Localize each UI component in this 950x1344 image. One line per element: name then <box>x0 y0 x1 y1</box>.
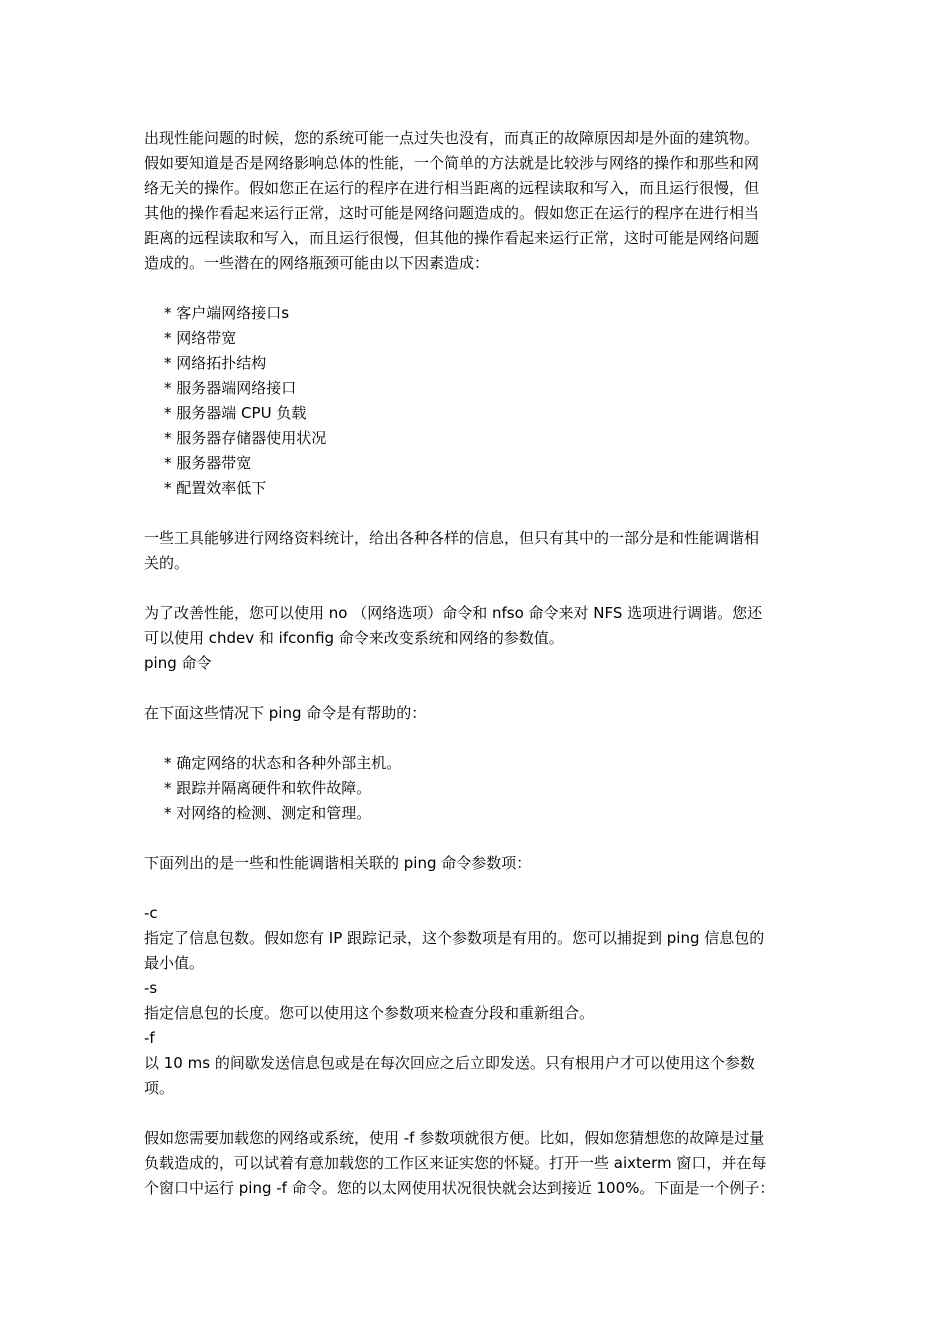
tuning-line: 可以使用 chdev 和 ifconfig 命令来改变系统和网络的参数值。 <box>144 629 564 647</box>
tools-paragraph <box>144 526 812 576</box>
intro-line: 络无关的操作。假如您正在运行的程序在进行相当距离的远程读取和写入，而且运行很慢，但 <box>144 179 760 197</box>
param-flag: -c <box>144 904 158 922</box>
param-s <box>144 976 812 1026</box>
flood-line: 假如您需要加载您的网络或系统，使用 -f 参数项就很方便。比如，假如您猜想您的故障是过量 <box>144 1129 765 1147</box>
bottleneck-item: * 网络拓扑结构 <box>144 351 812 376</box>
ping-use-item: * 确定网络的状态和各种外部主机。 <box>144 751 812 776</box>
tools-line: 关的。 <box>144 554 190 572</box>
tuning-line: 为了改善性能，您可以使用 no （网络选项）命令和 nfso 命令来对 NFS 选项进行调谐。您还 <box>144 604 763 622</box>
ping-heading: ping 命令 <box>144 654 212 672</box>
intro-line: 其他的操作看起来运行正常，这时可能是网络问题造成的。假如您正在运行的程序在进行相当 <box>144 204 760 222</box>
bottleneck-item: * 服务器端 CPU 负载 <box>144 401 812 426</box>
intro-line: 造成的。一些潜在的网络瓶颈可能由以下因素造成： <box>144 254 490 272</box>
bottleneck-item: * 配置效率低下 <box>144 476 812 501</box>
flood-paragraph <box>144 1126 812 1201</box>
bottleneck-item: * 服务器存储器使用状况 <box>144 426 812 451</box>
document-body <box>144 126 812 1201</box>
param-description-line: 指定了信息包数。假如您有 IP 跟踪记录，这个参数项是有用的。您可以捕捉到 ping 信息包的 <box>144 929 765 947</box>
bottleneck-item: * 网络带宽 <box>144 326 812 351</box>
param-description-line: 最小值。 <box>144 954 205 972</box>
spacer <box>144 726 812 751</box>
intro-line: 假如要知道是否是网络影响总体的性能，一个简单的方法就是比较涉与网络的操作和那些和网 <box>144 154 760 172</box>
bottleneck-item: * 服务器带宽 <box>144 451 812 476</box>
param-description <box>144 1001 812 1026</box>
ping-uses-list <box>144 751 812 826</box>
spacer <box>144 876 812 901</box>
params-intro: 下面列出的是一些和性能调谐相关联的 ping 命令参数项： <box>144 854 532 872</box>
bottleneck-list <box>144 301 812 501</box>
tools-line: 一些工具能够进行网络资料统计，给出各种各样的信息，但只有其中的一部分是和性能调谐相 <box>144 529 760 547</box>
spacer <box>144 576 812 601</box>
param-description-line: 指定信息包的长度。您可以使用这个参数项来检查分段和重新组合。 <box>144 1004 595 1022</box>
spacer <box>144 676 812 701</box>
param-f <box>144 1026 812 1101</box>
spacer <box>144 501 812 526</box>
spacer <box>144 276 812 301</box>
param-description-line: 项。 <box>144 1079 175 1097</box>
intro-line: 距离的远程读取和写入，而且运行很慢，但其他的操作看起来运行正常，这时可能是网络问题 <box>144 229 760 247</box>
ping-use-item: * 对网络的检测、测定和管理。 <box>144 801 812 826</box>
param-c <box>144 901 812 976</box>
intro-paragraph <box>144 126 812 276</box>
flood-line: 个窗口中运行 ping -f 命令。您的以太网使用状况很快就会达到接近 100%。下面是一个例子： <box>144 1179 775 1197</box>
spacer <box>144 826 812 851</box>
ping-intro: 在下面这些情况下 ping 命令是有帮助的： <box>144 704 427 722</box>
flood-line: 负载造成的，可以试着有意加载您的工作区来证实您的怀疑。打开一些 aixterm 窗口，并在每 <box>144 1154 767 1172</box>
param-description <box>144 1051 812 1101</box>
spacer <box>144 1101 812 1126</box>
bottleneck-item: * 客户端网络接口s <box>144 301 812 326</box>
param-description-line: 以 10 ms 的间歇发送信息包或是在每次回应之后立即发送。只有根用户才可以使用这个参数 <box>144 1054 755 1072</box>
bottleneck-item: * 服务器端网络接口 <box>144 376 812 401</box>
param-description <box>144 926 812 976</box>
param-flag: -f <box>144 1029 155 1047</box>
intro-line: 出现性能问题的时候，您的系统可能一点过失也没有，而真正的故障原因却是外面的建筑物。 <box>144 129 760 147</box>
param-flag: -s <box>144 979 158 997</box>
tuning-paragraph <box>144 601 812 651</box>
ping-use-item: * 跟踪并隔离硬件和软件故障。 <box>144 776 812 801</box>
